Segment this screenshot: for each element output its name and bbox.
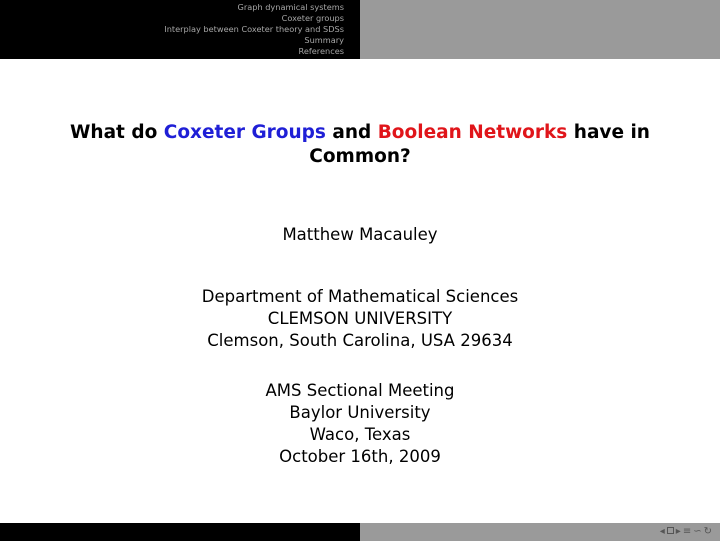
align-icon[interactable]: ≡ bbox=[682, 526, 692, 537]
footer-left bbox=[0, 523, 360, 541]
meeting-city: Waco, Texas bbox=[309, 425, 411, 444]
affiliation bbox=[60, 286, 660, 352]
section-nav bbox=[0, 0, 360, 59]
footer-bar bbox=[0, 523, 720, 541]
title-boolean: Boolean Networks bbox=[377, 122, 568, 143]
title-part1: What do bbox=[70, 122, 164, 143]
meeting-date: October 16th, 2009 bbox=[279, 447, 441, 466]
arrow-left-icon[interactable]: ◂ bbox=[659, 526, 665, 537]
nav-references[interactable]: References bbox=[298, 46, 344, 56]
affiliation-address: Clemson, South Carolina, USA 29634 bbox=[207, 331, 513, 350]
header-bar bbox=[0, 0, 720, 59]
beamer-nav-symbols bbox=[660, 523, 712, 541]
search-icon[interactable]: ∽ bbox=[693, 526, 702, 537]
nav-coxeter-groups[interactable]: Coxeter groups bbox=[281, 13, 344, 23]
title-line-2: Common? bbox=[309, 146, 411, 167]
title-coxeter: Coxeter Groups bbox=[163, 122, 326, 143]
title-part3: have in bbox=[567, 122, 650, 143]
arrow-right-icon[interactable]: ▸ bbox=[675, 526, 681, 537]
author-name: Matthew Macauley bbox=[282, 225, 438, 244]
meeting-venue: Baylor University bbox=[289, 403, 431, 422]
nav-graph-dynamical-systems[interactable]: Graph dynamical systems bbox=[237, 2, 344, 12]
title-part2: and bbox=[325, 122, 378, 143]
nav-summary[interactable]: Summary bbox=[304, 35, 344, 45]
slide-title bbox=[60, 121, 660, 169]
nav-interplay[interactable]: Interplay between Coxeter theory and SDSs bbox=[164, 24, 344, 34]
title-line-1 bbox=[60, 121, 660, 145]
meeting-name: AMS Sectional Meeting bbox=[265, 381, 455, 400]
frame-icon[interactable] bbox=[667, 526, 674, 538]
refresh-icon[interactable]: ↻ bbox=[703, 526, 712, 537]
header-right-panel bbox=[360, 0, 720, 59]
affiliation-university: CLEMSON UNIVERSITY bbox=[267, 309, 453, 328]
affiliation-dept: Department of Mathematical Sciences bbox=[201, 287, 519, 306]
meeting-info bbox=[60, 380, 660, 468]
